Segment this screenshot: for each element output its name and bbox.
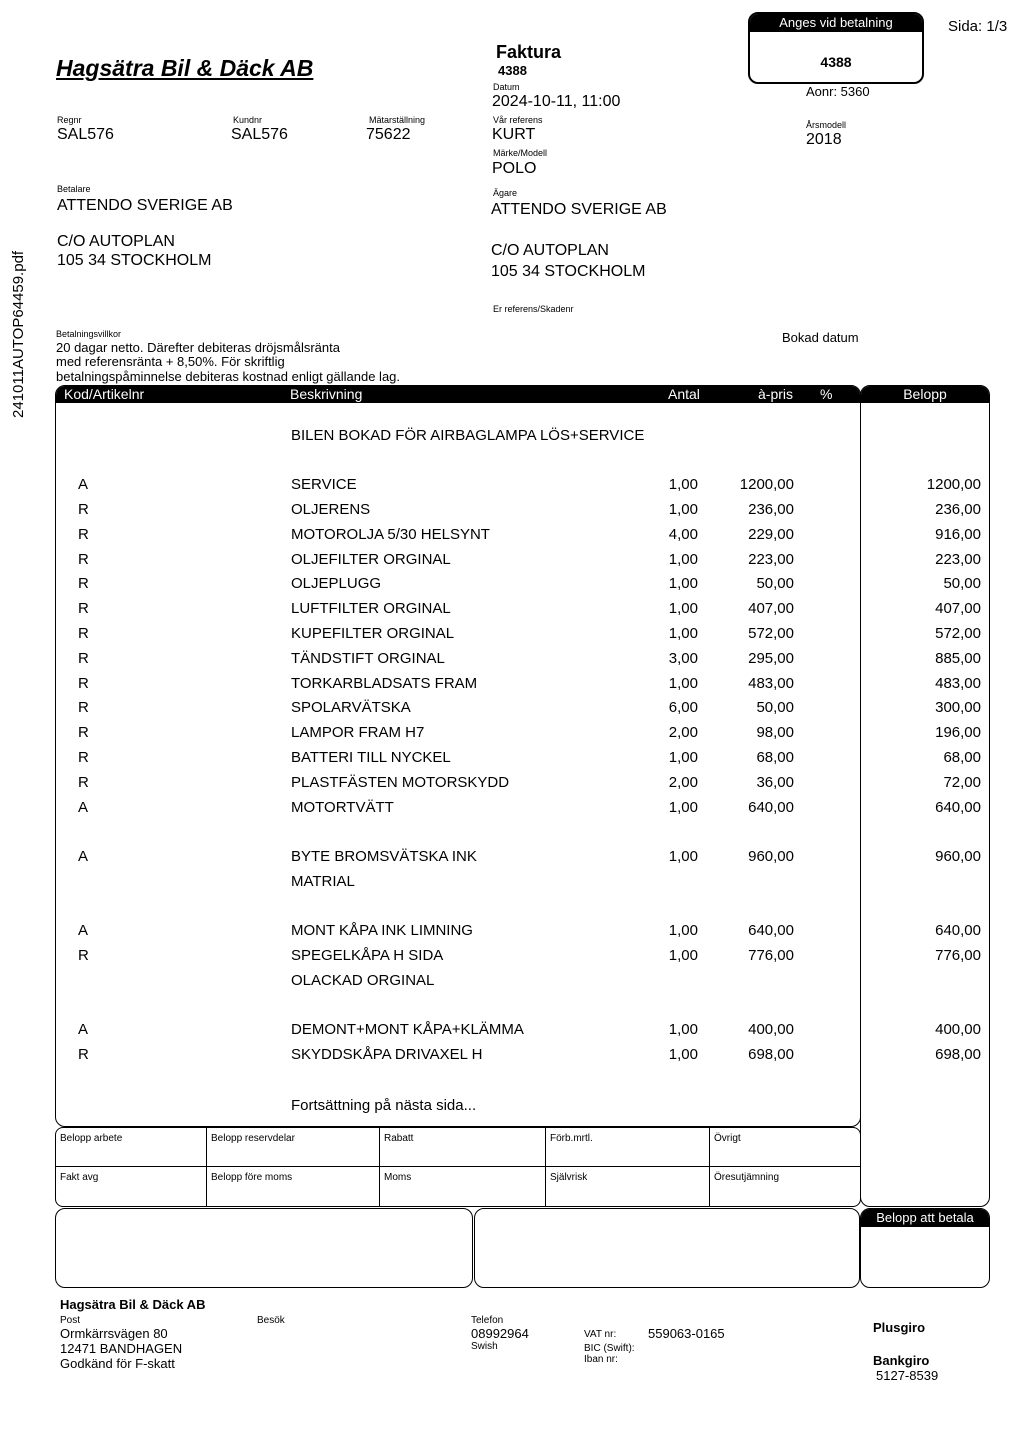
model-value: POLO: [492, 160, 537, 177]
row-quantity: 1,00: [668, 947, 698, 964]
row-description: SPEGELKÅPA H SIDA: [291, 947, 444, 964]
date-label: Datum: [493, 82, 520, 92]
row-quantity: 1,00: [668, 799, 698, 816]
row-amount: 68,00: [943, 749, 981, 766]
bankgiro-number: 5127-8539: [876, 1368, 939, 1383]
row-amount: 776,00: [935, 947, 981, 964]
amount-column-header: Belopp: [861, 386, 989, 403]
row-code: R: [78, 675, 89, 692]
invoice-fee-label: Fakt avg: [60, 1172, 99, 1183]
footer-street: Ormkärrsvägen 80: [60, 1326, 168, 1341]
row-quantity: 3,00: [668, 650, 698, 667]
row-code: R: [78, 650, 89, 667]
terms-line-1: 20 dagar netto. Därefter debiteras dröjsmålsränta: [56, 340, 340, 355]
booked-date-label: Bokad datum: [782, 330, 859, 345]
row-amount: 50,00: [943, 575, 981, 592]
owner-address-2: 105 34 STOCKHOLM: [491, 263, 646, 280]
invoice-title: Faktura: [496, 42, 562, 62]
row-unit-price: 640,00: [748, 799, 794, 816]
row-description: SKYDDSKÅPA DRIVAXEL H: [291, 1046, 483, 1063]
row-quantity: 1,00: [668, 551, 698, 568]
payment-box-header: Anges vid betalning: [750, 14, 922, 32]
row-description: MONT KÅPA INK LIMNING: [291, 922, 473, 939]
row-unit-price: 407,00: [748, 600, 794, 617]
side-filename: 241011AUTOP64459.pdf: [10, 250, 27, 418]
row-quantity: 2,00: [668, 724, 698, 741]
table-header-bar: [56, 386, 860, 403]
row-code: A: [78, 476, 89, 493]
row-quantity: 1,00: [668, 575, 698, 592]
row-description: KUPEFILTER ORGINAL: [291, 625, 455, 642]
row-amount: 483,00: [935, 675, 981, 692]
row-description: OLACKAD ORGINAL: [291, 972, 435, 989]
row-code: R: [78, 625, 89, 642]
bankgiro-label: Bankgiro: [873, 1353, 930, 1368]
row-description: MATRIAL: [291, 873, 355, 890]
vat-label: Moms: [384, 1172, 412, 1183]
row-description: LAMPOR FRAM H7: [291, 724, 425, 741]
row-amount: 698,00: [935, 1046, 981, 1063]
row-description: TORKARBLADSATS FRAM: [291, 675, 478, 692]
terms-line-3: betalningspåminnelse debiteras kostnad enligt gällande lag.: [56, 369, 401, 384]
row-amount: 572,00: [935, 625, 981, 642]
header-percent: %: [820, 386, 833, 402]
row-unit-price: 36,00: [756, 774, 794, 791]
amount-due-box: [860, 1208, 990, 1288]
row-code: A: [78, 848, 89, 865]
row-code: A: [78, 799, 89, 816]
row-amount: 400,00: [935, 1021, 981, 1038]
summary-divider: [56, 1166, 860, 1167]
invoice-date: 2024-10-11, 11:00: [492, 93, 621, 110]
amount-due-label: Belopp att betala: [861, 1209, 989, 1227]
swish-label: Swish: [471, 1341, 498, 1352]
year-value: 2018: [806, 131, 842, 148]
payment-box-number: 4388: [820, 54, 852, 70]
row-code: R: [78, 724, 89, 741]
row-code: R: [78, 600, 89, 617]
row-quantity: 6,00: [668, 699, 698, 716]
row-code: R: [78, 749, 89, 766]
row-code: R: [78, 774, 89, 791]
summary-column-divider: [545, 1128, 546, 1206]
row-quantity: 1,00: [668, 476, 698, 493]
payer-address-2: 105 34 STOCKHOLM: [57, 252, 212, 269]
row-amount: 885,00: [935, 650, 981, 667]
footer-phone: 08992964: [471, 1326, 529, 1341]
company-title: Hagsätra Bil & Däck AB: [56, 55, 314, 81]
model-label: Märke/Modell: [493, 148, 548, 158]
vat-number: 559063-0165: [648, 1326, 725, 1341]
owner-address-1: C/O AUTOPLAN: [491, 242, 609, 259]
regnr-label: Regnr: [57, 115, 82, 125]
row-amount: 1200,00: [926, 476, 981, 493]
year-label: Årsmodell: [806, 120, 847, 130]
discount-label: Rabatt: [384, 1133, 414, 1144]
row-code: R: [78, 526, 89, 543]
notes-box-right: [474, 1208, 860, 1288]
row-unit-price: 223,00: [748, 551, 794, 568]
row-code: R: [78, 501, 89, 518]
parts-amount-label: Belopp reservdelar: [211, 1133, 295, 1144]
row-description: OLJERENS: [291, 501, 371, 518]
row-code: R: [78, 947, 89, 964]
footer-city: 12471 BANDHAGEN: [60, 1341, 183, 1356]
footer-ftax: Godkänd för F-skatt: [60, 1356, 175, 1371]
row-unit-price: 572,00: [748, 625, 794, 642]
row-unit-price: 483,00: [748, 675, 794, 692]
row-description: OLJEPLUGG: [291, 575, 382, 592]
row-code: R: [78, 575, 89, 592]
row-quantity: 1,00: [668, 1046, 698, 1063]
visit-label: Besök: [257, 1315, 285, 1326]
labor-amount-label: Belopp arbete: [60, 1133, 123, 1144]
plusgiro-label: Plusgiro: [873, 1320, 926, 1335]
row-amount: 236,00: [935, 501, 981, 518]
row-unit-price: 776,00: [748, 947, 794, 964]
kundnr-label: Kundnr: [233, 115, 263, 125]
row-amount: 640,00: [935, 922, 981, 939]
footer-company: Hagsätra Bil & Däck AB: [60, 1297, 206, 1312]
header-description: Beskrivning: [290, 386, 363, 402]
row-unit-price: 640,00: [748, 922, 794, 939]
row-amount: 916,00: [935, 526, 981, 543]
row-unit-price: 68,00: [756, 749, 794, 766]
owner-name: ATTENDO SVERIGE AB: [491, 201, 667, 218]
continued-note: Fortsättning på nästa sida...: [291, 1097, 477, 1114]
row-amount: 300,00: [935, 699, 981, 716]
payer-address-1: C/O AUTOPLAN: [57, 233, 175, 250]
header-quantity: Antal: [668, 386, 700, 402]
row-description: BATTERI TILL NYCKEL: [291, 749, 451, 766]
row-code: A: [78, 1021, 89, 1038]
row-description: BYTE BROMSVÄTSKA INK: [291, 848, 477, 865]
reference-label: Vår referens: [493, 115, 543, 125]
row-description: SERVICE: [291, 476, 357, 493]
page-label: Sida: 1/3: [948, 18, 1008, 35]
row-code: R: [78, 1046, 89, 1063]
row-description: LUFTFILTER ORGINAL: [291, 600, 451, 617]
row-quantity: 1,00: [668, 848, 698, 865]
consumables-label: Förb.mrtl.: [550, 1133, 593, 1144]
row-quantity: 4,00: [668, 526, 698, 543]
row-amount: 407,00: [935, 600, 981, 617]
row-amount: 196,00: [935, 724, 981, 741]
row-unit-price: 1200,00: [739, 476, 794, 493]
bic-label: BIC (Swift):: [584, 1343, 635, 1354]
mileage-value: 75622: [366, 126, 411, 143]
phone-label: Telefon: [471, 1315, 504, 1326]
owner-label: Ägare: [493, 188, 518, 198]
summary-column-divider: [709, 1128, 710, 1206]
regnr-value: SAL576: [57, 126, 114, 143]
row-code: R: [78, 551, 89, 568]
mileage-label: Mätarställning: [369, 115, 426, 125]
terms-line-2: med referensränta + 8,50%. För skriftlig: [56, 354, 285, 369]
row-description: MOTOROLJA 5/30 HELSYNT: [291, 526, 490, 543]
row-description: DEMONT+MONT KÅPA+KLÄMMA: [291, 1021, 524, 1038]
row-amount: 72,00: [943, 774, 981, 791]
aonr: Aonr: 5360: [806, 84, 870, 99]
payer-label: Betalare: [57, 184, 91, 194]
row-unit-price: 400,00: [748, 1021, 794, 1038]
row-code: A: [78, 922, 89, 939]
row-quantity: 1,00: [668, 625, 698, 642]
your-reference-label: Er referens/Skadenr: [493, 304, 574, 314]
summary-column-divider: [206, 1128, 207, 1206]
row-code: R: [78, 699, 89, 716]
row-amount: 960,00: [935, 848, 981, 865]
row-quantity: 1,00: [668, 675, 698, 692]
header-unit-price: à-pris: [758, 386, 794, 402]
row-unit-price: 698,00: [748, 1046, 794, 1063]
reference-value: KURT: [492, 126, 536, 143]
deductible-label: Självrisk: [550, 1172, 588, 1183]
payer-name: ATTENDO SVERIGE AB: [57, 197, 233, 214]
kundnr-value: SAL576: [231, 126, 288, 143]
row-amount: 223,00: [935, 551, 981, 568]
row-description: PLASTFÄSTEN MOTORSKYDD: [291, 774, 510, 791]
row-quantity: 1,00: [668, 501, 698, 518]
row-quantity: 2,00: [668, 774, 698, 791]
header-code: Kod/Artikelnr: [64, 386, 145, 402]
before-vat-label: Belopp före moms: [211, 1172, 293, 1183]
row-description: SPOLARVÄTSKA: [291, 699, 411, 716]
summary-box: [55, 1127, 861, 1207]
row-quantity: 1,00: [668, 922, 698, 939]
row-unit-price: 236,00: [748, 501, 794, 518]
summary-column-divider: [379, 1128, 380, 1206]
row-unit-price: 98,00: [756, 724, 794, 741]
row-unit-price: 50,00: [756, 699, 794, 716]
invoice-number: 4388: [498, 63, 527, 78]
terms-label: Betalningsvillkor: [56, 329, 122, 339]
row-quantity: 1,00: [668, 1021, 698, 1038]
notes-box-left: [55, 1208, 473, 1288]
intro-line: BILEN BOKAD FÖR AIRBAGLAMPA LÖS+SERVICE: [291, 427, 645, 444]
row-quantity: 1,00: [668, 600, 698, 617]
row-unit-price: 50,00: [756, 575, 794, 592]
row-description: OLJEFILTER ORGINAL: [291, 551, 451, 568]
row-description: TÄNDSTIFT ORGINAL: [291, 650, 445, 667]
other-label: Övrigt: [714, 1133, 741, 1144]
row-description: MOTORTVÄTT: [291, 799, 394, 816]
post-label: Post: [60, 1315, 81, 1326]
payment-reference-box: [748, 12, 924, 84]
row-quantity: 1,00: [668, 749, 698, 766]
row-unit-price: 960,00: [748, 848, 794, 865]
rounding-label: Öresutjämning: [714, 1172, 780, 1183]
row-unit-price: 229,00: [748, 526, 794, 543]
iban-label: Iban nr:: [584, 1354, 618, 1365]
row-amount: 640,00: [935, 799, 981, 816]
vat-number-label: VAT nr:: [584, 1329, 617, 1340]
row-unit-price: 295,00: [748, 650, 794, 667]
